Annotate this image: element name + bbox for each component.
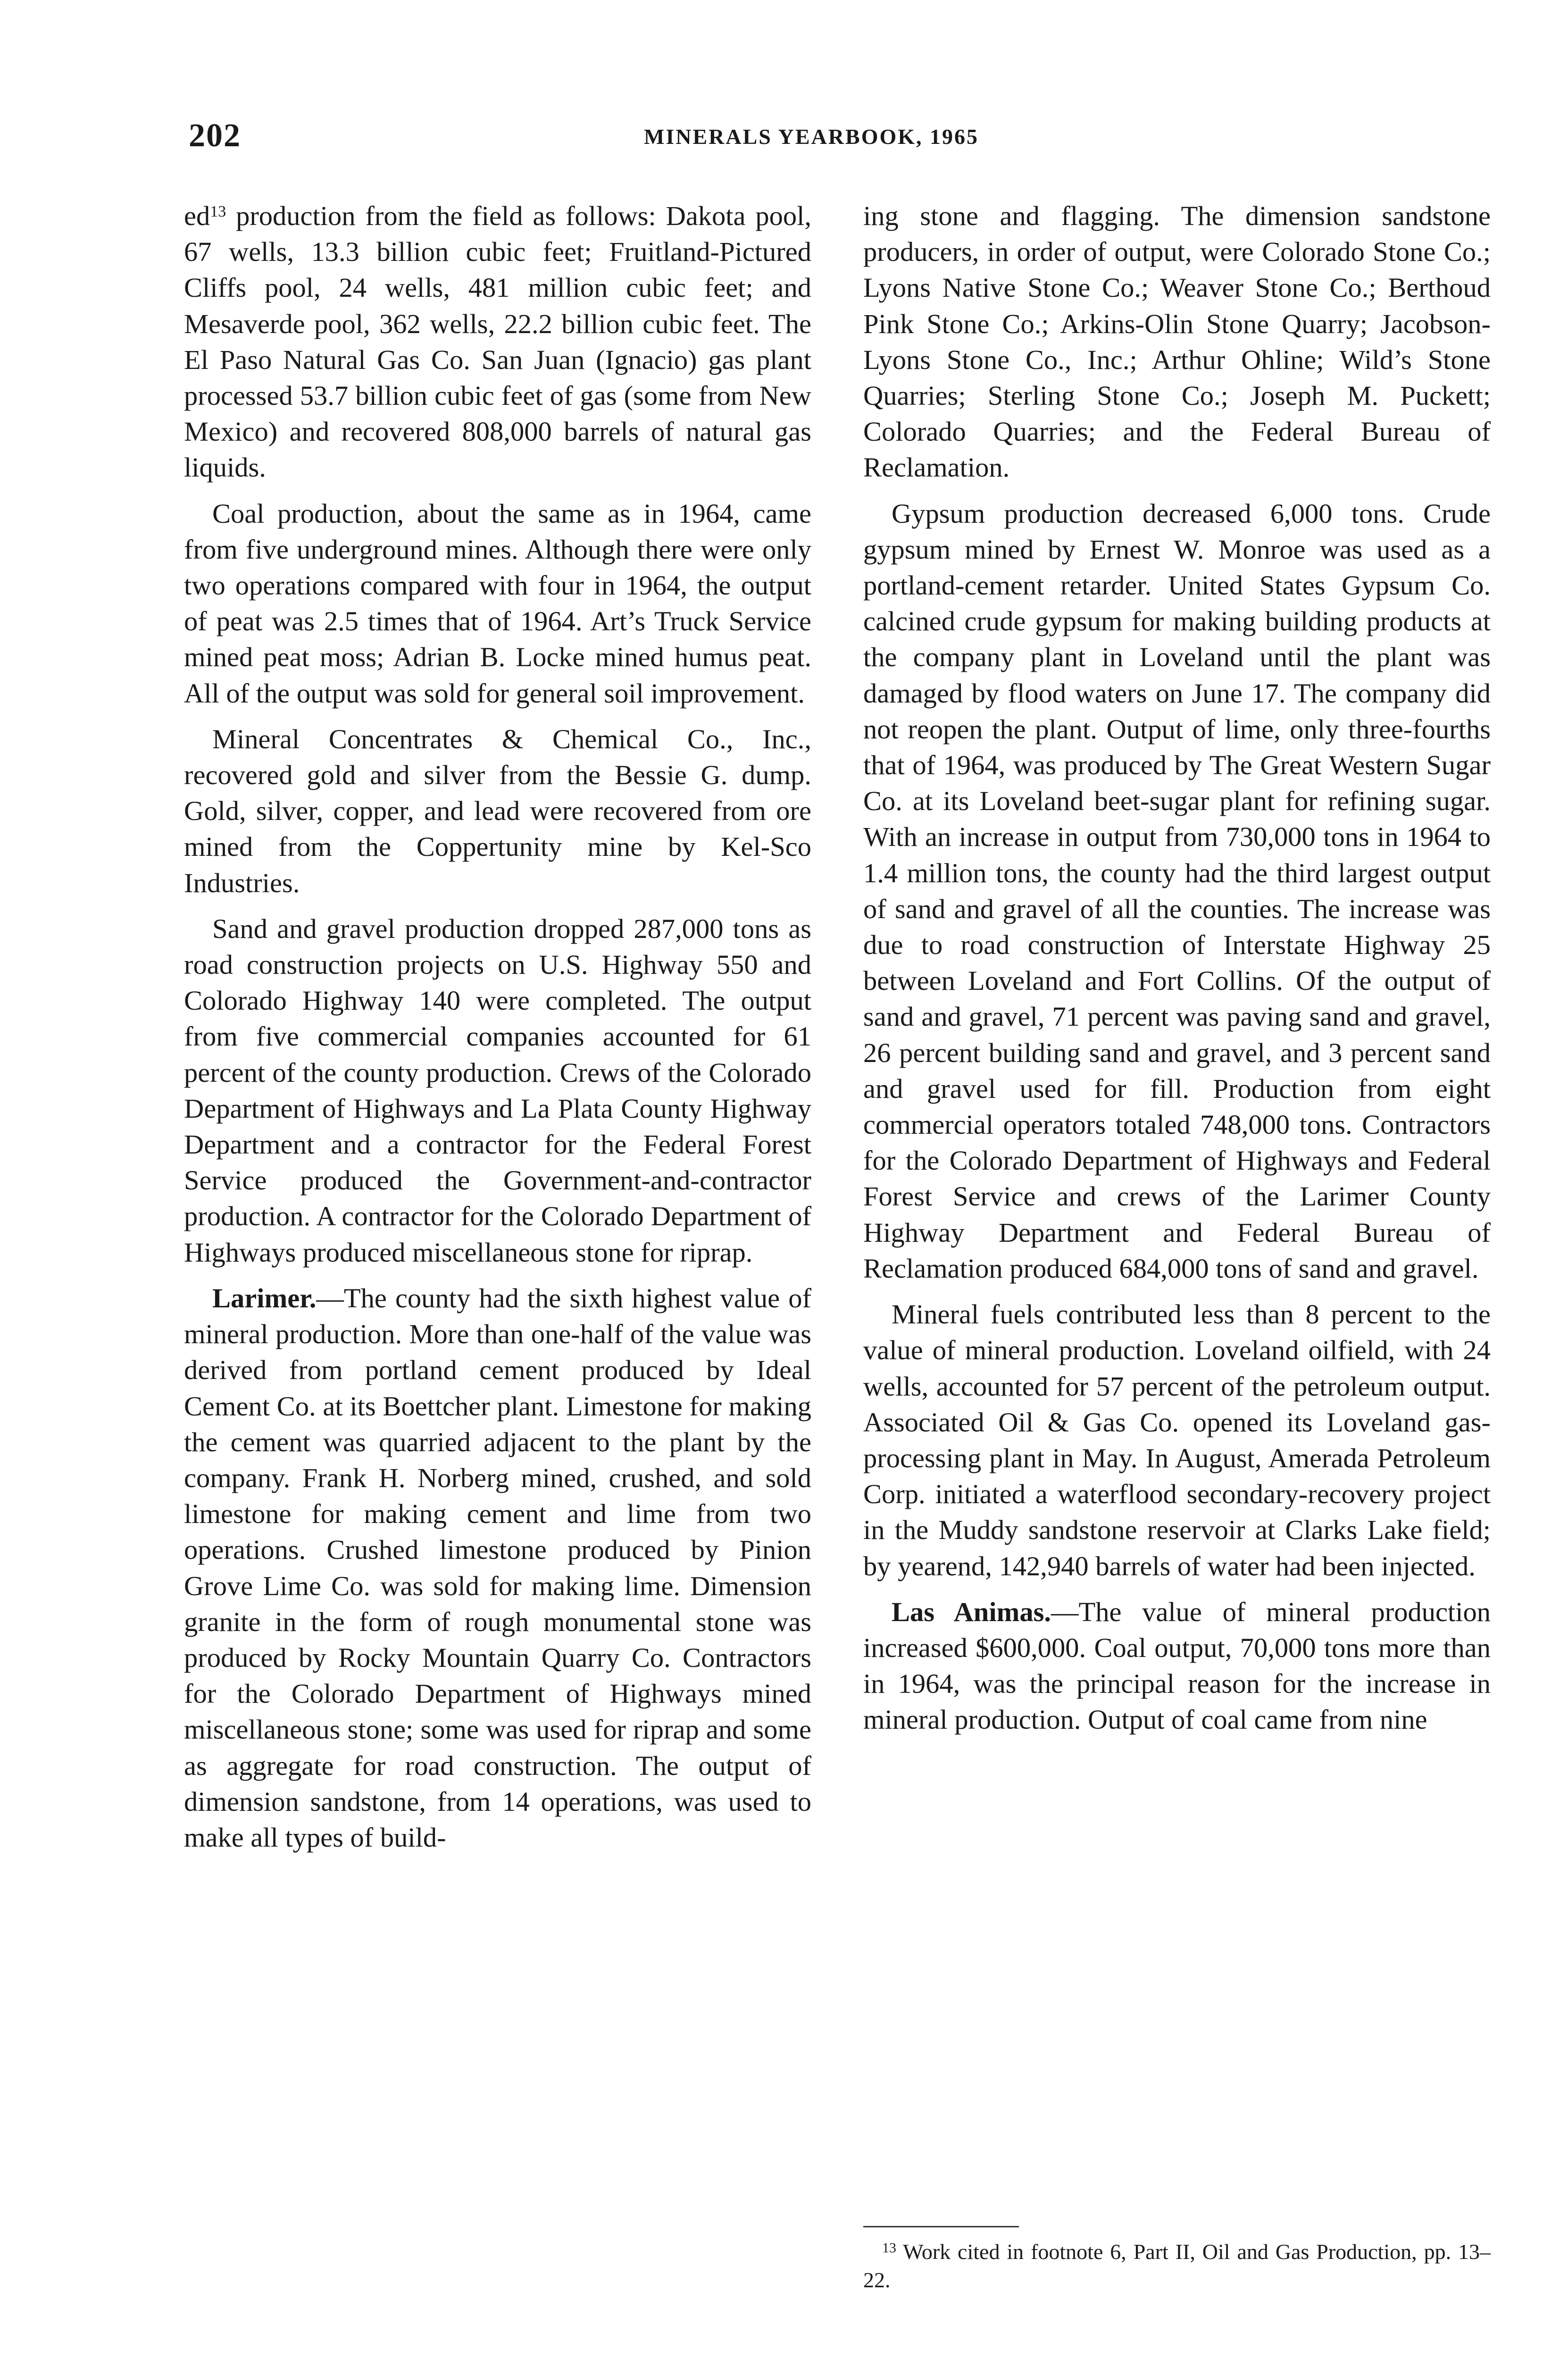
- section-lead-larimer: Larimer.: [212, 1282, 317, 1313]
- paragraph-dimension-stone: ing stone and flagging. The dimension sandstone producers, in order of output, were Colorado Stone Co.; Lyons Native Stone Co.; Weaver Stone Co.; Berthoud Pink Stone Co.; Arkins-Olin Stone Quarry; Jacobson-Lyons Stone Co., Inc.; Arthur Ohline; Wild’s Stone Quarries; Sterling Stone Co.; Joseph M. Puckett; Colorado Quarries; and the Federal Bureau of Reclamation.: [863, 201, 1491, 483]
- paragraph-gas-production: [184, 198, 811, 486]
- footnote-divider: [863, 2226, 1019, 2227]
- footnote-mark: 13: [882, 2240, 896, 2256]
- page-number: 202: [189, 117, 241, 154]
- paragraph-coal-production: Coal production, about the same as in 1964, came from five underground mines. Although there were only two operations compared with four in 1964, the output of peat was 2.5 times that of 1964. Art’s Truck Service mined peat moss; Adrian B. Locke mined humus peat. All of the output was sold for general soil improvement.: [184, 498, 811, 709]
- right-column: [863, 198, 1491, 1748]
- paragraph-gypsum: Gypsum production decreased 6,000 tons. Crude gypsum mined by Ernest W. Monroe was used as a portland-cement retarder. United States Gypsum Co. calcined crude gypsum for making building products at the company plant in Loveland until the plant was damaged by flood waters on June 17. The company did not reopen the plant. Output of lime, only three-fourths that of 1964, was produced by The Great Western Sugar Co. at its Loveland beet-sugar plant for refining sugar. With an increase in output from 730,000 tons in 1964 to 1.4 million tons, the county had the third largest output of sand and gravel of all the counties. The increase was due to road construction of Interstate Highway 25 between Loveland and Fort Collins. Of the output of sand and gravel, 71 percent was paving sand and gravel, 26 percent building sand and gravel, and 3 percent sand and gravel used for fill. Production from eight commercial operators totaled 748,000 tons. Contractors for the Colorado Department of Highways and Federal Forest Service and crews of the Larimer County Highway Department and Federal Bureau of Reclamation produced 684,000 tons of sand and gravel.: [863, 498, 1491, 1284]
- paragraph-text: production from the field as follows: Dakota pool, 67 wells, 13.3 billion cubic feet; Fruitland-Pictured Cliffs pool, 24 wells, 481 million cubic feet; and Mesaverde pool, 362 wells, 22.2 billion cubic feet. The El Paso Natural Gas Co. San Juan (Ignacio) gas plant processed 53.7 billion cubic feet of gas (some from New Mexico) and recovered 808,000 barrels of natural gas liquids.: [184, 201, 811, 483]
- footnote-reference: 13: [210, 203, 226, 220]
- running-head: MINERALS YEARBOOK, 1965: [643, 125, 979, 149]
- footnote-text: Work cited in footnote 6, Part II, Oil and Gas Production, pp. 13–22.: [863, 2240, 1491, 2292]
- paragraph-start: ed: [184, 201, 210, 231]
- left-column: [184, 198, 811, 1865]
- paragraph-las-animas: [863, 1594, 1491, 1738]
- paragraph-mineral-concentrates: Mineral Concentrates & Chemical Co., Inc., recovered gold and silver from the Bessie G. dump. Gold, silver, copper, and lead were recovered from ore mined from the Coppertunity mine by Kel-Sco Industries.: [184, 723, 811, 898]
- section-lead-las-animas: Las Animas.: [892, 1596, 1051, 1627]
- footnote: [863, 2239, 1491, 2293]
- paragraph-text: —The county had the sixth highest value of mineral production. More than one-half of the value was derived from portland cement produced by Ideal Cement Co. at its Boettcher plant. Limestone for making the cement was quarried adjacent to the plant by the company. Frank H. Norberg mined, crushed, and sold limestone for making cement and lime from two operations. Crushed limestone produced by Pinion Grove Lime Co. was sold for making lime. Dimension granite in the form of rough monumental stone was produced by Rocky Mountain Quarry Co. Contractors for the Colorado Department of Highways mined miscellaneous stone; some was used for riprap and some as aggregate for road construction. The output of dimension sandstone, from 14 operations, was used to make all types of build-: [184, 1282, 811, 1853]
- paragraph-sand-gravel: Sand and gravel production dropped 287,000 tons as road construction projects on U.S. Highway 550 and Colorado Highway 140 were completed. The output from five commercial companies accounted for 61 percent of the county production. Crews of the Colorado Department of Highways and La Plata County Highway Department and a contractor for the Federal Forest Service produced the Government-and-contractor production. A contractor for the Colorado Department of Highways produced miscellaneous stone for riprap.: [184, 913, 811, 1268]
- paragraph-text: —The value of mineral production increased $600,000. Coal output, 70,000 tons more than in 1964, was the principal reason for the increase in mineral production. Output of coal came from nine: [863, 1596, 1491, 1735]
- paragraph-mineral-fuels: Mineral fuels contributed less than 8 percent to the value of mineral production. Loveland oilfield, with 24 wells, accounted for 57 percent of the petroleum output. Associated Oil & Gas Co. opened its Loveland gas-processing plant in May. In August, Amerada Petroleum Corp. initiated a waterflood secondary-recovery project in the Muddy sandstone reservoir at Clarks Lake field; by yearend, 142,940 barrels of water had been injected.: [863, 1299, 1491, 1581]
- paragraph-larimer: [184, 1280, 811, 1856]
